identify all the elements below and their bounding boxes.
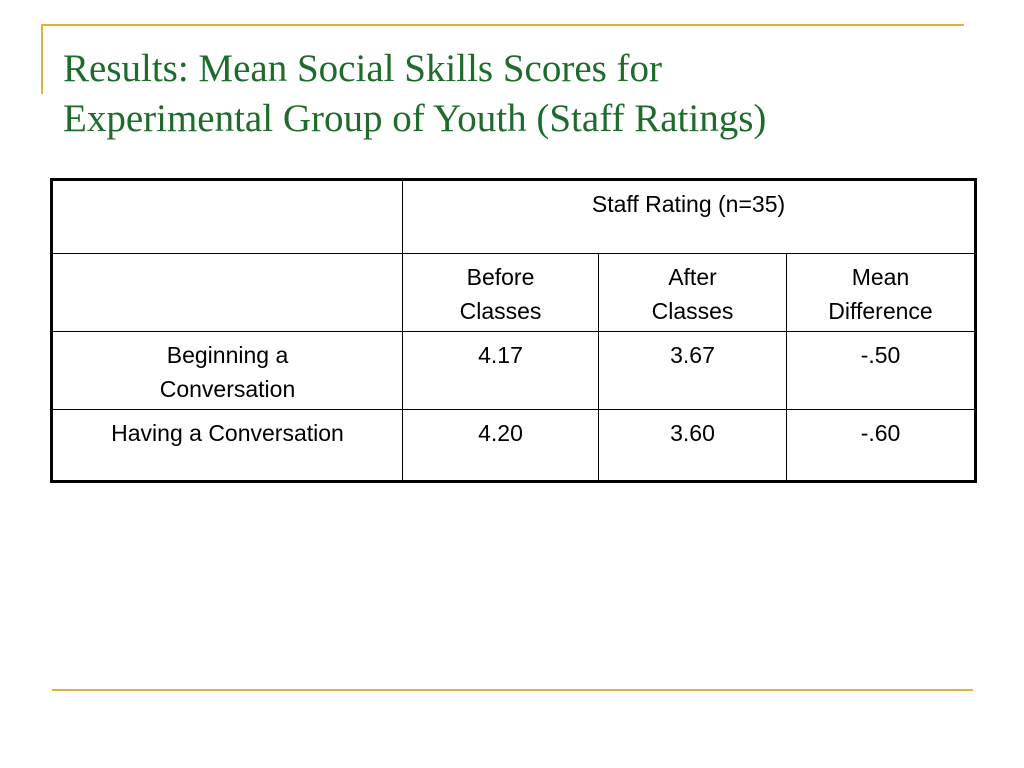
after-classes-header: [599, 254, 787, 332]
row-label-line-2: Conversation: [159, 376, 296, 402]
mean-difference-header-line-1: Mean: [851, 264, 910, 290]
mean-difference-header: [787, 254, 976, 332]
row-label-beginning-a-conversation: [52, 332, 403, 410]
bottom-accent-line: [52, 689, 973, 691]
before-classes-value: 4.17: [403, 332, 599, 410]
mean-difference-header-line-2: Difference: [828, 298, 933, 324]
row-label-line-1: Beginning a: [166, 342, 289, 368]
mean-difference-value: -.60: [787, 410, 976, 482]
before-classes-value: 4.20: [403, 410, 599, 482]
empty-label-header-cell: [52, 254, 403, 332]
table-row: [52, 410, 976, 482]
left-accent-line: [41, 24, 43, 94]
table-column-header-row: [52, 254, 976, 332]
mean-difference-value: -.50: [787, 332, 976, 410]
after-classes-header-line-1: After: [668, 264, 717, 290]
table-group-header-row: [52, 180, 976, 254]
after-classes-value: 3.60: [599, 410, 787, 482]
table-row: [52, 332, 976, 410]
before-classes-header: [403, 254, 599, 332]
slide-title-line-2: Experimental Group of Youth (Staff Ratings): [63, 97, 767, 140]
slide-title: [63, 44, 963, 144]
after-classes-header-line-2: Classes: [651, 298, 734, 324]
empty-corner-cell: [52, 180, 403, 254]
before-classes-header-line-2: Classes: [459, 298, 542, 324]
slide-title-line-1: Results: Mean Social Skills Scores for: [63, 47, 663, 90]
staff-rating-header: Staff Rating (n=35): [403, 180, 976, 254]
before-classes-header-line-1: Before: [466, 264, 535, 290]
top-accent-line: [41, 24, 964, 26]
row-label-having-a-conversation: Having a Conversation: [52, 410, 403, 482]
results-table: [50, 178, 977, 483]
after-classes-value: 3.67: [599, 332, 787, 410]
